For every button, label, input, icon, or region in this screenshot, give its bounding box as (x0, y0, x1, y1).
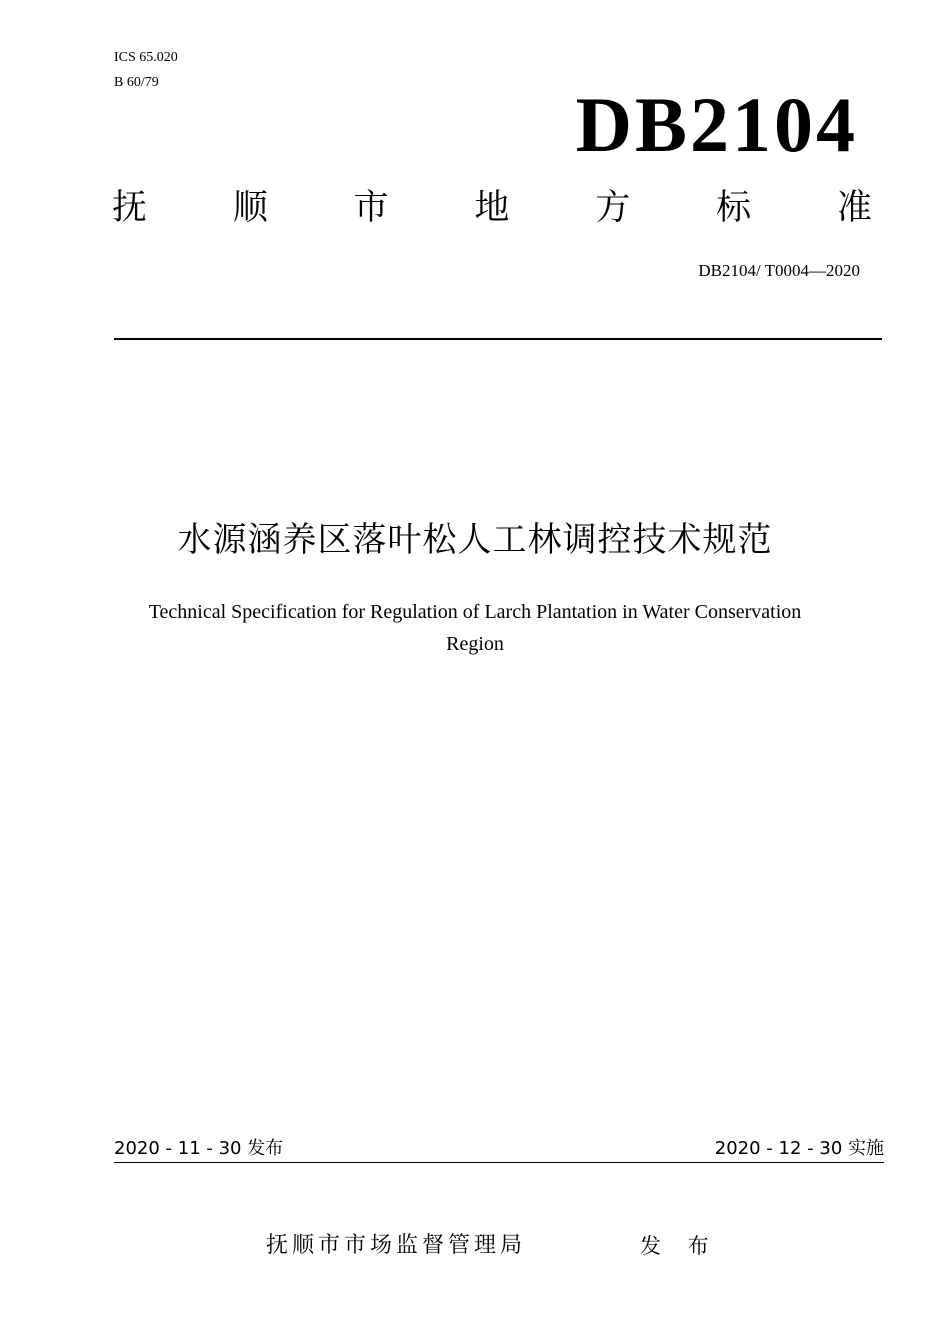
title-english-line: Technical Specification for Regulation of Larch Plantation in Water Conservation (148, 601, 802, 623)
standard-type-char: 抚 (112, 188, 148, 228)
standard-number: DB2104/ T0004—2020 (698, 261, 860, 280)
standard-type-heading (112, 186, 872, 230)
ics-code: ICS 65.020 (114, 50, 178, 65)
standard-type-char: 标 (716, 188, 752, 228)
document-title-chinese: 水源涵养区落叶松人工林调控技术规范 (177, 520, 773, 560)
standard-type-char: 方 (595, 188, 631, 228)
standard-type-char: 顺 (232, 188, 268, 228)
issue-date: 2020 - 11 - 30 发布 (114, 1138, 284, 1159)
issue-label: 发 布 (640, 1234, 719, 1258)
footer-divider (114, 1162, 884, 1163)
implementation-date: 2020 - 12 - 30 实施 (714, 1138, 884, 1159)
standard-code-logo: DB2104 (575, 81, 858, 168)
document-title-english (100, 596, 850, 660)
standard-type-char: 地 (474, 188, 510, 228)
standard-type-char: 准 (836, 188, 872, 228)
issuing-authority: 抚顺市市场监督管理局 (266, 1233, 527, 1258)
ccs-code: B 60/79 (114, 75, 159, 90)
header-divider (114, 338, 882, 340)
title-english-line: Region (446, 633, 504, 655)
standard-type-char: 市 (353, 188, 389, 228)
